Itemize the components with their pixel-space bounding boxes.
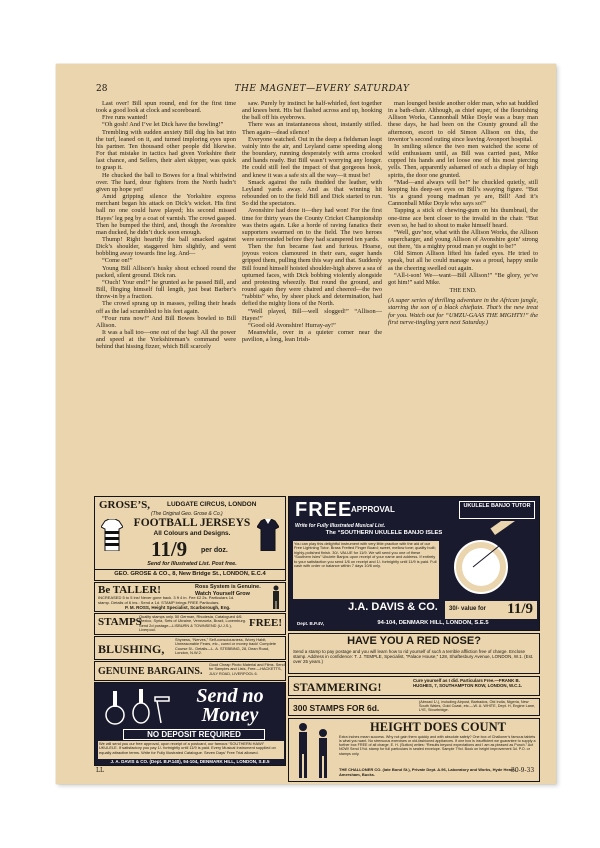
story-paragraph: “Good old Avonshire! Hurray-ay!”	[248, 321, 336, 329]
story-paragraph: Thump! Right heartily the ball smacked against Dick’s shoulder, staggered him slightly, and went bobbling away towards fine leg. And—	[96, 235, 236, 258]
value-tag-price: 11/9	[507, 601, 533, 617]
groses-per: per doz.	[201, 547, 228, 554]
story-paragraph: The crowd sprang up in masses, yelling their heads off as the lad scrambled to his feet again.	[96, 300, 236, 315]
stamps-free-ad	[94, 613, 286, 635]
stammering-body: Cure yourself as I did. Particulars Free.—FRANK B. HUGHES, 7, SOUTHAMPTON ROW, LONDON, W.C.1.	[413, 678, 523, 688]
red-nose-headline: HAVE YOU A RED NOSE?	[347, 635, 481, 647]
story-paragraph: Tapping a stick of chewing-gum on his thumbnail, the one-time ace bent closer to the invalid in the chair. “But even so, he had to shout to make himself heard.	[388, 207, 538, 229]
story-paragraph: Smack against the rails thudded the leather, with Leyland yards away. And as that winning hit rebounded on to the field Bill and Dick started to run. So did the spectators.	[242, 178, 382, 208]
groses-send: Send for Illustrated List. Post free.	[147, 561, 237, 567]
davis-address: 94-104, DENMARK HILL, LONDON, S.E.5	[377, 620, 489, 626]
taller-footer: P. M. ROSS, Height Specialist, Scarborough, Eng.	[125, 605, 231, 610]
groses-jerseys-ad	[94, 496, 286, 581]
red-nose-body: Send a stamp to pay postage and you will learn how to rid yourself of such a terrible affliction free of charge. Enclose stamp. Address in confidence: T. J. TEMPLE, Specialist, “Palace House,” 128, Shaftesbury Avenue, LONDON, W.1. (Est. over 25 years.)	[293, 649, 534, 665]
story-paragraph: He chucked the ball to Bowes for a final whirlwind over. The hard, dour fighters from the North hadn’t given up hope yet!	[96, 171, 236, 193]
stammering-ad	[288, 676, 540, 696]
davis-dept: Dept. B.P.4V,	[297, 621, 325, 626]
genuine-bargains-ad	[94, 661, 286, 681]
taller-line2: Watch Yourself Grow	[195, 591, 250, 597]
story-paragraph: Last over! Bill spun round, end for the first time took a good look at clock and scoreboard.	[96, 100, 236, 115]
story-paragraph: Old Simon Allison lifted his faded eyes. He tried to speak, but all he could manage was a proud, happy smile as the cheering swelled out again.	[388, 250, 538, 272]
figures-icon	[291, 721, 335, 779]
story-paragraph: Five runs wanted!	[102, 114, 148, 122]
issue-date-code: 30-9-33	[511, 767, 535, 774]
stammering-headline: STAMMERING!	[293, 680, 382, 694]
next-week-teaser: (A super series of thrilling adventure in the African jungle, starring the son of a black chieftain. That’s the new treat for you. Watch out for “UMZU-GAAS THE MIGHTY!” the first nerve-tingling yarn next Saturday.)	[388, 297, 538, 326]
story-paragraph: “Come on!”	[102, 257, 133, 265]
man-figure-icon	[270, 585, 282, 609]
groses-footer: GEO. GROSE & CO., 8, New Bridge St., LONDON, E.C.4	[95, 569, 285, 578]
story-column-3	[388, 100, 538, 494]
stamps300-headline: 300 STAMPS FOR 6d.	[293, 703, 380, 713]
free-approval-ad	[288, 496, 540, 631]
story-paragraph: saw. Purely by instinct he half-whirled, feet together and knees bent. His bat flashed across and up, hooking the ball off his eyebrows.	[242, 100, 382, 122]
write-for-list: Write for Fully Illustrated Musical List.	[295, 523, 386, 529]
story-paragraph: Everyone watched. Out in the deep a fieldsman leapt vainly into the air, and Leyland came speeding along the boundary, running desperately with arms crooked and hands ready. But Bill wasn’t worrying any longer. He could still feel the impact of that gorgeous hook, and knew it was a safe six all the way—it must be!	[242, 135, 382, 179]
free-approval-body: You can play this delightful instrument with very little practice with the aid of our Free Lightning Tutor. Brass Fretted Finger Board; sweet, mellow tone; quality built; highly-polished finish. 30/- VALUE for 11/9. We will send you one of these “Southern Isles” Ukulele Banjos upon receipt of your name and address. If entirely to your satisfaction you send 1/6 on receipt and 1/- fortnightly until 11/9 is paid. Full cash with order or balance within 7 days 10/6 only.	[293, 541, 439, 599]
story-paragraph: “Mad—and always will be!” he chuckled quietly, still keeping his deep-set eyes on Bill’s swaying figure. “But ’tis a grand young madman ye are, Bill! And it’s Cannonball Mike Doyle who says so!”	[388, 178, 538, 208]
three-hundred-stamps-ad	[288, 698, 540, 716]
story-paragraph: Avonshire had done it—they had won! For the first time for thirty years the County Cricket Championship was theirs again. Like a horde of raving fanatics their supporters swarmed on to the field. The two heroes were surrounded before they had scampered ten yards.	[242, 207, 382, 243]
tutor-label: UKULELE BANJO TUTOR	[459, 501, 535, 519]
end-mark: THE END.	[449, 288, 477, 295]
story-paragraph: Then the fun became fast and furious. Hoarse, joyous voices clamoured in their ears, eager hands gripped them, pulling them this way and that. Suddenly Bill found himself hoisted shoulder-high above a sea of upturned faces, with Dick bobbing violently alongside and protesting wheezily. But round the ground, and round again they were chaired and cheered—the two “rabbits” who, by sheer pluck and determination, had defied the mighty lions of the North.	[242, 243, 382, 308]
send-no-money-body: We will send you our free approval, upon receipt of a postcard, our famous “SOUTHERN HAWI” UKULELE. If satisfactory you pay 1/- fortnightly until 11/9 is paid. Every Musical Instrument supplied on equally attractive terms. Write for Fully Illustrated Catalogue. Seven Days’ Free Trial allowed.	[98, 741, 284, 759]
send-no-money-footer: J. A. DAVIS & CO. (Dept. B.P.140), 94-104, DENMARK HILL, LONDON, S.E.5	[110, 759, 270, 764]
story-paragraph: It was a ball too—one out of the bag! All the power and speed at the Yorkshireman’s command were behind that hissing fizzer, which Bill scarcely	[96, 329, 236, 351]
story-paragraph: Trembling with sudden anxiety Bill dug his bat into the turf, leaned on it, and turned imploring eyes upon his partner. Ten thousand other people did likewise. For that mistake in tactics had given Yorkshire their last chance, and Sellers, their alert skipper, was quick to grasp it.	[96, 128, 236, 172]
stamps-headline: STAMPS	[98, 616, 142, 628]
height-footer: THE CHALLONER CO. (late Bond St.), Private Dept. A.96, Laboratory and Works, Hyde Heath, Amersham, Bucks.	[339, 767, 516, 777]
groses-colours: All Colours and Designs.	[153, 530, 231, 537]
no-deposit-band: NO DEPOSIT REQUIRED	[123, 729, 265, 740]
story-paragraph: “Oh gosh! And I’ve let Dick have the bowling!”	[102, 121, 224, 129]
story-paragraph: In smiling silence the two men watched the scene of wild enthusiasm until, as Bill was carried past, Mike cupped his hands and let loose one of his most piercing yells. Then, apparently ashamed of such a display of high spirits, the door one grunted.	[388, 142, 538, 179]
red-nose-ad	[288, 633, 540, 674]
story-paragraph: man lounged beside another older man, who sat huddled in a bath-chair. Although, as chief super, of the flourishing Allison Works, Cannonball Mike Doyle was a busy man these days, he had been on the County ground all the afternoon, escort to old Simon Allison on this, the inventor’s second outing since leaving Avonport hospital.	[388, 100, 538, 143]
story-column-2	[242, 100, 382, 494]
story-paragraph: “All-i-son! We—want—Bill Allison!” “Be glory, ye’ve got him!” said Mike.	[388, 271, 538, 286]
be-taller-ad	[94, 582, 286, 612]
story-paragraph: “Well, guv’nor, what with the Allison Works, the Allison supercharger, and young Allison of Avonshire goin’ strong out there, ’tis a mighty proud man ye ought to be!”	[388, 228, 538, 251]
value-tag-label: 30/- value for	[449, 606, 487, 612]
taller-line1: Ross System is Genuine.	[195, 584, 261, 590]
bargains-body: Good Cheap Photo Material and Films. Send for Samples and Lists, Free.—HACKETTS, JULY ROAD, LIVERPOOL 6.	[209, 663, 285, 676]
groses-title: GROSE’S,	[99, 499, 151, 511]
page-header	[96, 84, 548, 96]
davis-company: J.A. DAVIS & CO.	[348, 601, 438, 613]
story-paragraph: Meanwhile, over in a quieter corner near the pavilion, a long, lean Irish-	[242, 329, 382, 344]
musical-instruments-icon	[99, 689, 171, 727]
groses-headline: FOOTBALL JERSEYS	[133, 517, 251, 529]
story-paragraph: Amid gripping silence the Yorkshire express merchant began his attack on Dick’s wicket. His first ball no one could have played; his second missed Hayes’ leg peg by a coat of varnish. The crowd gasped. Then he bumped the third, and, though the Avonshire man ducked, he didn’t duck soon enough.	[96, 193, 236, 236]
ukulele-model: The “SOUTHERN UKULELE BANJO ISLES	[325, 530, 443, 536]
story-column-1	[96, 100, 236, 494]
taller-body: INCREASED 5 to 5 ins! Never gone back. 3 ft 4 in. Fee £2 2s. Particulars 1d. stamp. Details of 6 ins.: Send a 1d. STAMP brings FREE Particulars.	[98, 595, 235, 605]
value-tag	[445, 601, 537, 619]
free-headline: FREE	[295, 499, 353, 521]
height-body: Extra inches mean success. Why not gain them quickly and with absolute safety? One box of Challoner’s famous tablets is what you want. No strenuous exercises or old-fashioned appliances. If one box is insufficient we guarantee to supply a further box FREE of all charge. E. H. (Sutton) writes: “Results beyond expectations and I am as pleased as Punch.” Act NOW! Send 1½d. stamp for full particulars in sealed envelope. Sample 7½d. Book on height improvement 3d. P.O. or stamps only.	[339, 735, 536, 756]
groses-price: 11/9	[151, 537, 188, 561]
blushing-ad	[94, 636, 286, 660]
height-headline: HEIGHT DOES COUNT	[370, 720, 506, 734]
taller-headline: Be TALLER!	[98, 584, 161, 596]
blushing-headline: BLUSHING,	[98, 642, 165, 656]
stamps300-body: (Abroad 1/-), including Airpost, Barbados, Old India, Nigeria, New South Wales, Gold Coast, etc.—W. A. WHITE, Dept. H, Engine Lane, LYE, Stourbridge.	[419, 700, 536, 713]
plain-jersey-icon	[257, 519, 279, 551]
send-no-money-ad	[94, 682, 286, 766]
send-no-money-line2: Money	[201, 704, 259, 726]
story-paragraph: Young Bill Allison’s husky shout echoed round the packed, silent ground. Dick ran.	[96, 264, 236, 279]
printer-mark: LL	[96, 767, 104, 774]
story-paragraph: “Ouch! Your end!” he grunted as he passed Bill, and Bill, flinging himself full length, just beat Barber’s throw-in by a fraction.	[96, 278, 236, 301]
approval-sub: APPROVAL	[351, 505, 395, 514]
banjo-icon	[453, 521, 537, 597]
bargains-headline: GENUINE BARGAINS.	[98, 666, 203, 677]
send-no-money-line1: Send no	[196, 685, 264, 707]
running-title: THE MAGNET—EVERY SATURDAY	[234, 84, 410, 94]
blushing-body: Shyness, “Nerves,” Self-consciousness, Worry Habit, Unreasonable Fears, etc., cured or money back! Complete Course 5/-. Details—L. A. STEBBING, 28, Dean Road, London, N.W.2.	[175, 637, 276, 656]
height-does-count-ad	[288, 718, 540, 782]
stamps-free: FREE!	[249, 617, 282, 629]
magazine-page	[56, 64, 556, 784]
groses-subtitle: (The Original Geo. Grose & Co.)	[151, 511, 223, 517]
groses-address: LUDGATE CIRCUS, LONDON	[167, 501, 257, 508]
story-paragraph: “Four runs now!” And Bill Bowes bowled to Bill Allison.	[96, 314, 236, 329]
page-number: 28	[96, 84, 108, 94]
stamps-body: Quality stamps only. 50 German, Rhodesia, Catalogued 4/6. Mexico, Syria, Sets of Ukraine, Venezuela, Brazil, Luxemburg. Send 2d postage—LISBURN & TOWNSEND (U.J.S.), Liverpool.	[139, 614, 247, 632]
striped-jersey-icon	[101, 519, 123, 551]
story-paragraph: “Well played, Bill—well slogged!” “Allison—Hayes!”	[242, 307, 382, 322]
story-paragraph: There was an instantaneous shout, instantly stifled. Then again—dead silence!	[242, 121, 382, 136]
